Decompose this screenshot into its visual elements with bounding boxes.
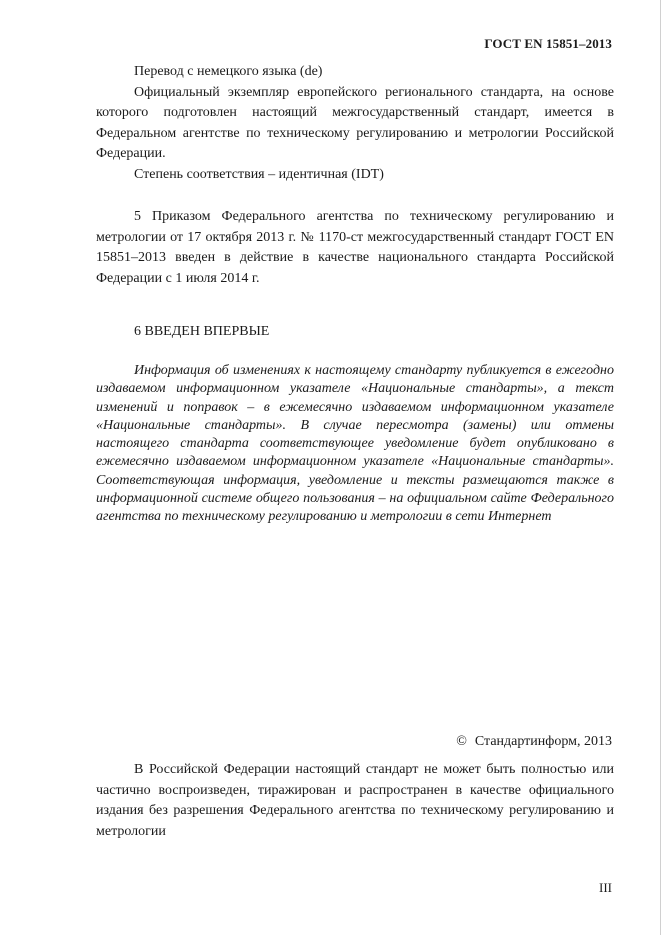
reproduction-notice-block (96, 760, 614, 842)
copyright-line (456, 734, 612, 750)
conformity-degree: Степень соответствия – идентичная (IDT) (134, 166, 384, 182)
copyright-holder: Стандартинформ, 2013 (474, 734, 612, 749)
reproduction-notice-text: В Российской Федерации настоящий стандарт не может быть полностью или частично воспроизведен, тиражирован и распространен в качестве официального издания без разрешения Федерального агентства по техническому регулированию и метрологии (96, 762, 614, 839)
translation-language: Перевод с немецкого языка (de) (134, 64, 323, 79)
page-number: III (599, 880, 612, 895)
item-5-block (96, 207, 614, 289)
change-info-text: Информация об изменениях к настоящему стандарту публикуется в ежегодно издаваемом информационном указателе «Национальные стандарты», а текст изменений и поправок – в ежемесячно издаваемом информационном указателе «Национальные стандарты». В случае пересмотра (замены) или отмены настоящего стандарта соответствующее уведомление будет опубликовано в ежемесячно издаваемом информационном указателе «Национальные стандарты». Соответствующая информация, уведомление и тексты размещаются также в информационной системе общего пользования – на официальном сайте Федерального агентства по техническому регулированию и метрологии в сети Интернет (96, 363, 614, 525)
document-header-id: ГОСТ EN 15851–2013 (484, 36, 612, 51)
item-5-order-text: 5 Приказом Федерального агентства по техническому регулированию и метрологии от 17 октября 2013 г. № 1170-ст межгосударственный стандарт ГОСТ EN 15851–2013 введен в действие в качестве национального стандарта Российской Федерации с 1 июля 2014 г. (96, 209, 614, 286)
item-6-introduced-first: 6 ВВЕДЕН ВПЕРВЫЕ (134, 324, 270, 339)
copyright-symbol: © (456, 734, 467, 749)
change-info-notice (96, 362, 614, 527)
official-copy-statement: Официальный экземпляр европейского регионального стандарта, на основе которого подготовлен настоящий межгосударственный стандарт, имеется в Федеральном агентстве по техническому регулированию и метрологии Российской Федерации. (96, 84, 614, 161)
translation-info-block (96, 62, 614, 185)
item-6-block (96, 322, 614, 343)
